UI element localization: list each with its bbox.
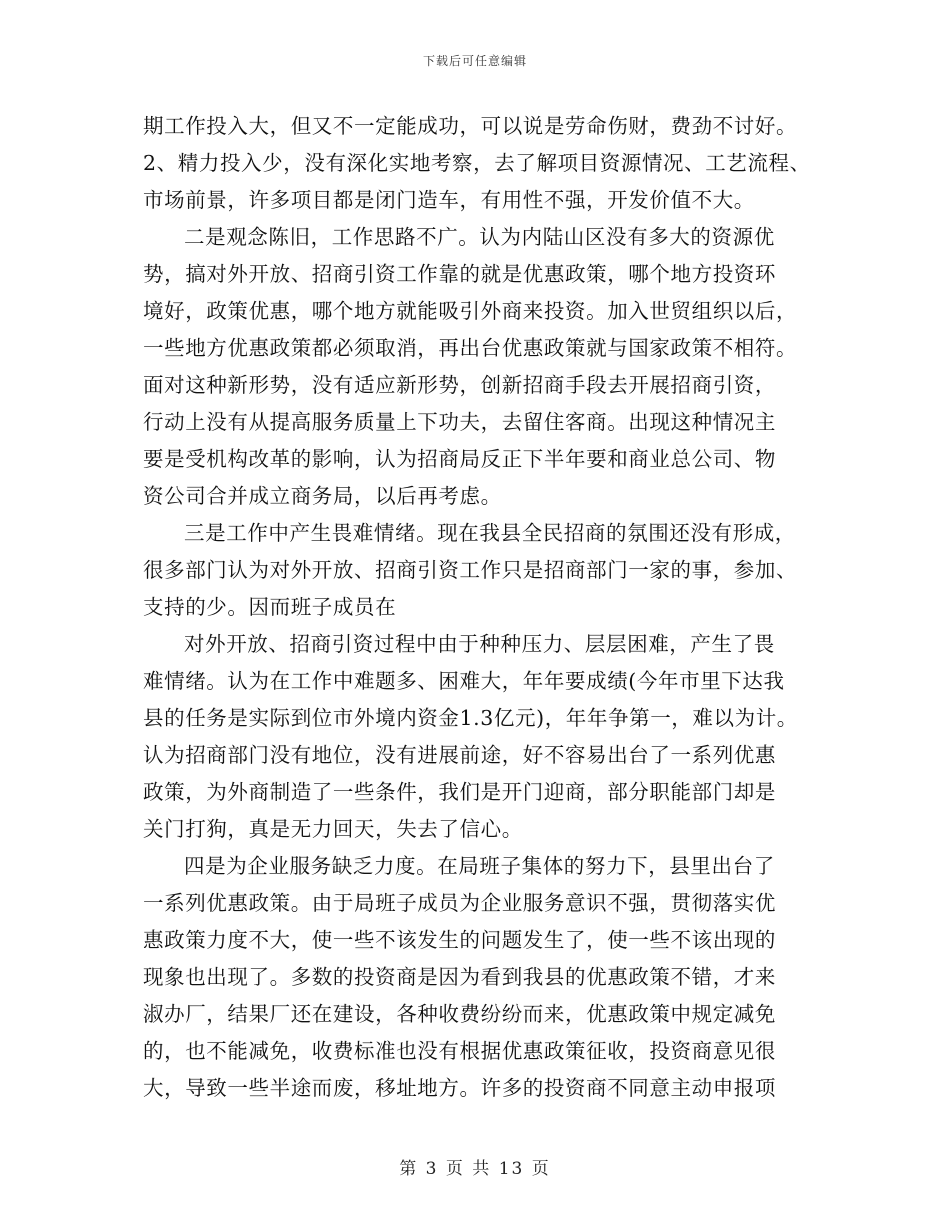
text-line: 境好，政策优惠，哪个地方就能吸引外商来投资。加入世贸组织以后， <box>143 299 798 323</box>
text-line: 要是受机构改革的影响，认为招商局反正下半年要和商业总公司、物 <box>143 447 776 471</box>
paragraph-point-three <box>143 515 823 626</box>
text-line: 的，也不能减免，收费标准也没有根据优惠政策征收，投资商意见很 <box>143 1039 776 1063</box>
page-header: 下载后可任意编辑 <box>422 54 527 68</box>
paragraph-point-four <box>143 848 823 1107</box>
text-line: 面对这种新形势，没有适应新形势，创新招商手段去开展招商引资， <box>143 373 776 397</box>
text-line: 对外开放、招商引资过程中由于种种压力、层层困难，产生了畏 <box>184 632 775 656</box>
text-line: 2、精力投入少，没有深化实地考察，去了解项目资源情况、工艺流程、 <box>143 151 811 175</box>
text-line: 惠政策力度不大，使一些不该发生的问题发生了，使一些不该出现的 <box>143 928 776 952</box>
paragraph-continuation-1 <box>143 108 823 219</box>
text-line: 认为招商部门没有地位，没有进展前途，好不容易出台了一系列优惠 <box>143 743 776 767</box>
text-line: 很多部门认为对外开放、招商引资工作只是招商部门一家的事，参加、 <box>143 558 798 582</box>
text-line: 支持的少。因而班子成员在 <box>143 595 397 619</box>
text-line: 县的任务是实际到位市外境内资金1.3亿元)，年年争第一，难以为计。 <box>143 706 798 730</box>
text-line: 大，导致一些半途而废，移址地方。许多的投资商不同意主动申报项 <box>143 1076 776 1100</box>
paragraph-point-three-continued <box>143 626 823 848</box>
text-line: 行动上没有从提高服务质量上下功夫，去留住客商。出现这种情况主 <box>143 410 776 434</box>
text-line: 市场前景，许多项目都是闭门造车，有用性不强，开发价值不大。 <box>143 188 755 212</box>
text-line: 势，搞对外开放、招商引资工作靠的就是优惠政策，哪个地方投资环 <box>143 262 776 286</box>
text-line: 淑办厂，结果厂还在建设，各种收费纷纷而来，优惠政策中规定减免 <box>143 1002 776 1026</box>
text-line: 难情绪。认为在工作中难题多、困难大，年年要成绩(今年市里下达我 <box>143 669 785 693</box>
text-line: 关门打狗，真是无力回天，失去了信心。 <box>143 817 523 841</box>
text-line: 一系列优惠政策。由于局班子成员为企业服务意识不强，贯彻落实优 <box>143 891 776 915</box>
document-body <box>143 108 823 1107</box>
text-line: 现象也出现了。多数的投资商是因为看到我县的优惠政策不错，才来 <box>143 965 776 989</box>
text-line: 政策，为外商制造了一些条件，我们是开门迎商，部分职能部门却是 <box>143 780 776 804</box>
text-line: 二是观念陈旧，工作思路不广。认为内陆山区没有多大的资源优 <box>184 225 775 249</box>
paragraph-point-two <box>143 219 823 515</box>
page-number-footer: 第 3 页 共 13 页 <box>399 1159 551 1179</box>
text-line: 三是工作中产生畏难情绪。现在我县全民招商的氛围还没有形成， <box>184 521 796 545</box>
text-line: 资公司合并成立商务局，以后再考虑。 <box>143 484 502 508</box>
text-line: 期工作投入大，但又不一定能成功，可以说是劳命伤财，费劲不讨好。 <box>143 114 798 138</box>
text-line: 一些地方优惠政策都必须取消，再出台优惠政策就与国家政策不相符。 <box>143 336 798 360</box>
text-line: 四是为企业服务缺乏力度。在局班子集体的努力下，县里出台了 <box>184 854 775 878</box>
